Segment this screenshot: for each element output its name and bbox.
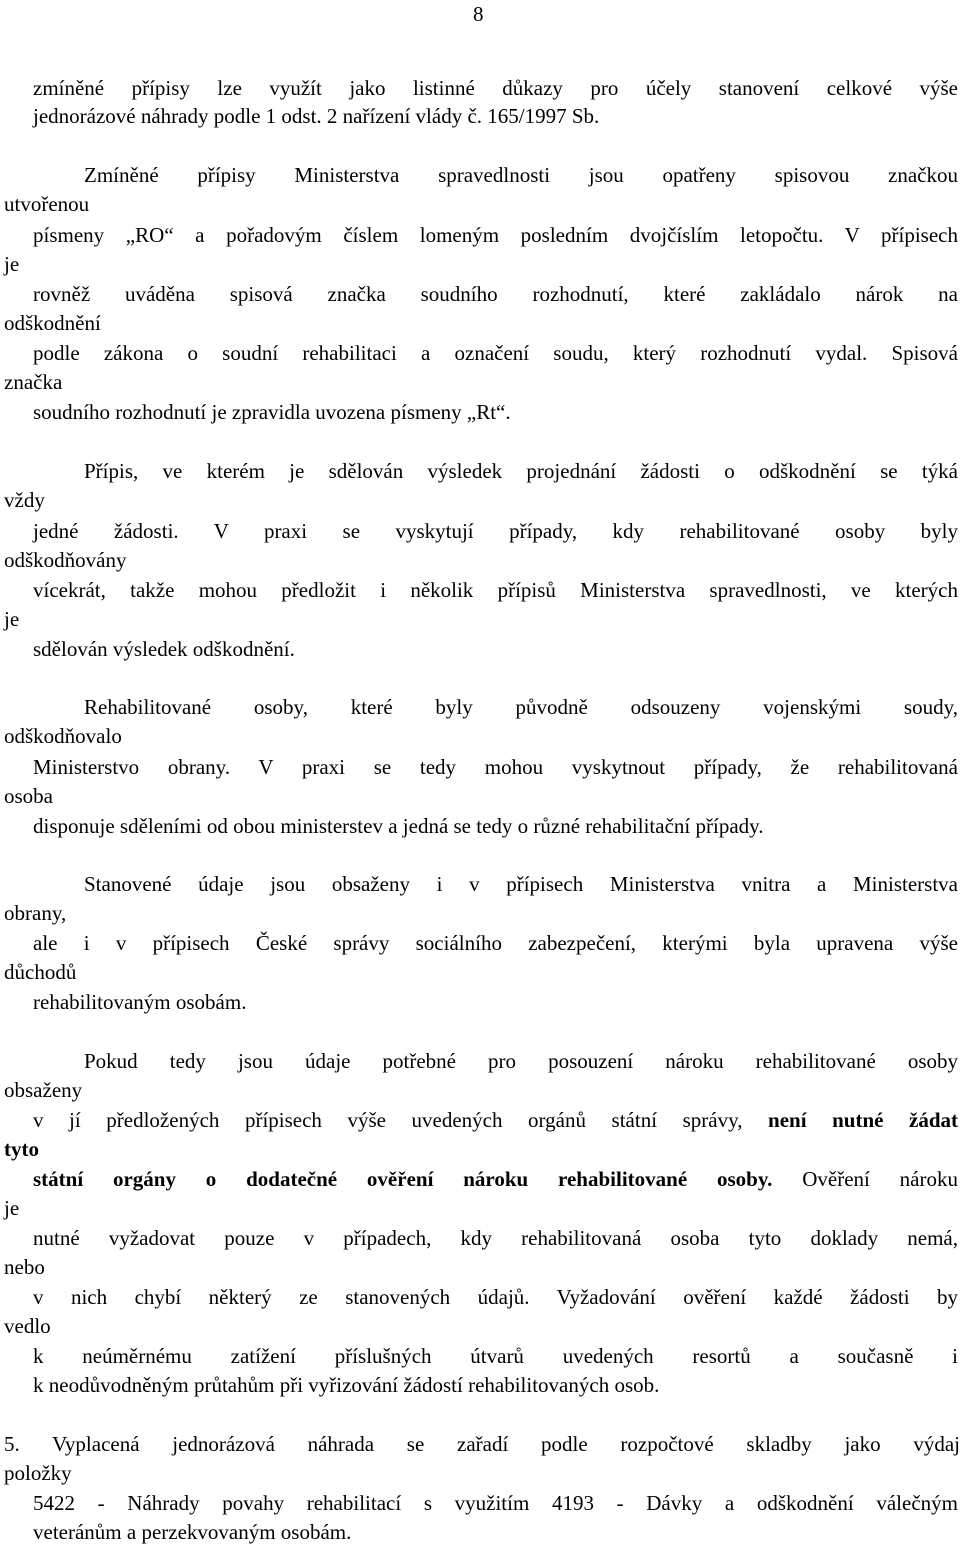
text-line: rehabilitovaným osobám.	[33, 990, 247, 1014]
text-line: obsaženy	[4, 1078, 83, 1102]
text-line: utvořenou	[4, 192, 90, 216]
text-line: je	[4, 1196, 20, 1220]
text-line: je	[4, 252, 20, 276]
text-line	[0, 1165, 960, 1194]
bold-text: není nutné žádat	[768, 1108, 959, 1132]
text-line: je	[4, 607, 20, 631]
text-line: disponuje sděleními od obou ministerstev a jedná se tedy o různé rehabilitační případy.	[33, 814, 764, 838]
text-line: zmíněné přípisy lze využít jako listinné důkazy pro účely stanovení celkové výše	[33, 76, 958, 100]
text-line	[0, 1135, 960, 1164]
bold-text: tyto	[4, 1137, 39, 1161]
text-line: v nich chybí některý ze stanovených údajů. Vyžadování ověření každé žádosti by	[33, 1285, 958, 1309]
text-line: rovněž uváděna spisová značka soudního rozhodnutí, které zakládalo nárok na	[33, 282, 958, 306]
text-line: vedlo	[4, 1314, 51, 1338]
text-line: odškodňovalo	[4, 724, 122, 748]
text-line: položky	[4, 1461, 72, 1485]
text-span: v jí předložených přípisech výše uvedených orgánů státní správy,	[33, 1108, 769, 1132]
text-line: Ministerstvo obrany. V praxi se tedy mohou vyskytnout případy, že rehabilitovaná	[33, 755, 958, 779]
text-line: k neúměrnému zatížení příslušných útvarů uvedených resortů a současně i	[33, 1344, 958, 1368]
text-line: jedné žádosti. V praxi se vyskytují případy, kdy rehabilitované osoby byly	[33, 519, 958, 543]
page-number: 8	[473, 2, 484, 26]
text-line: sdělován výsledek odškodnění.	[33, 637, 295, 661]
text-line: 5. Vyplacená jednorázová náhrada se zařadí podle rozpočtové skladby jako výdaj	[4, 1432, 960, 1456]
text-line: obrany,	[4, 901, 67, 925]
text-line: odškodňovány	[4, 548, 127, 572]
text-line	[0, 1106, 960, 1135]
text-line: důchodů	[4, 960, 77, 984]
text-line: Zmíněné přípisy Ministerstva spravedlnosti jsou opatřeny spisovou značkou	[84, 163, 958, 187]
text-line: Rehabilitované osoby, které byly původně odsouzeny vojenskými soudy,	[84, 695, 958, 719]
text-line: Stanovené údaje jsou obsaženy i v přípisech Ministerstva vnitra a Ministerstva	[84, 872, 958, 896]
text-line: značka	[4, 370, 63, 394]
text-line: písmeny „RO“ a pořadovým číslem lomeným posledním dvojčíslím letopočtu. V přípisech	[33, 223, 958, 247]
text-line: Pokud tedy jsou údaje potřebné pro posouzení nároku rehabilitované osoby	[84, 1049, 958, 1073]
text-line: nebo	[4, 1255, 45, 1279]
text-line: vícekrát, takže mohou předložit i několik přípisů Ministerstva spravedlnosti, ve kterých	[33, 578, 958, 602]
text-line: podle zákona o soudní rehabilitaci a označení soudu, který rozhodnutí vydal. Spisová	[33, 341, 958, 365]
text-line: Přípis, ve kterém je sdělován výsledek projednání žádosti o odškodnění se týká	[84, 459, 958, 483]
text-line: 5422 - Náhrady povahy rehabilitací s využitím 4193 - Dávky a odškodnění válečným	[33, 1491, 958, 1515]
text-line: ale i v přípisech České správy sociálního zabezpečení, kterými byla upravena výše	[33, 931, 958, 955]
text-line: odškodnění	[4, 311, 101, 335]
bold-text: státní orgány o dodatečné ověření nároku rehabilitované osoby.	[33, 1167, 773, 1191]
text-line: k neodůvodněným průtahům při vyřizování žádostí rehabilitovaných osob.	[33, 1373, 660, 1397]
text-line: vždy	[4, 488, 45, 512]
text-line: nutné vyžadovat pouze v případech, kdy rehabilitovaná osoba tyto doklady nemá,	[33, 1226, 958, 1250]
text-line: jednorázové náhrady podle 1 odst. 2 nařízení vlády č. 165/1997 Sb.	[33, 104, 600, 128]
text-line: veteránům a perzekvovaným osobám.	[33, 1520, 352, 1544]
text-span: Ověření nároku	[772, 1167, 958, 1191]
text-line: osoba	[4, 784, 53, 808]
text-line: soudního rozhodnutí je zpravidla uvozena písmeny „Rt“.	[33, 400, 511, 424]
